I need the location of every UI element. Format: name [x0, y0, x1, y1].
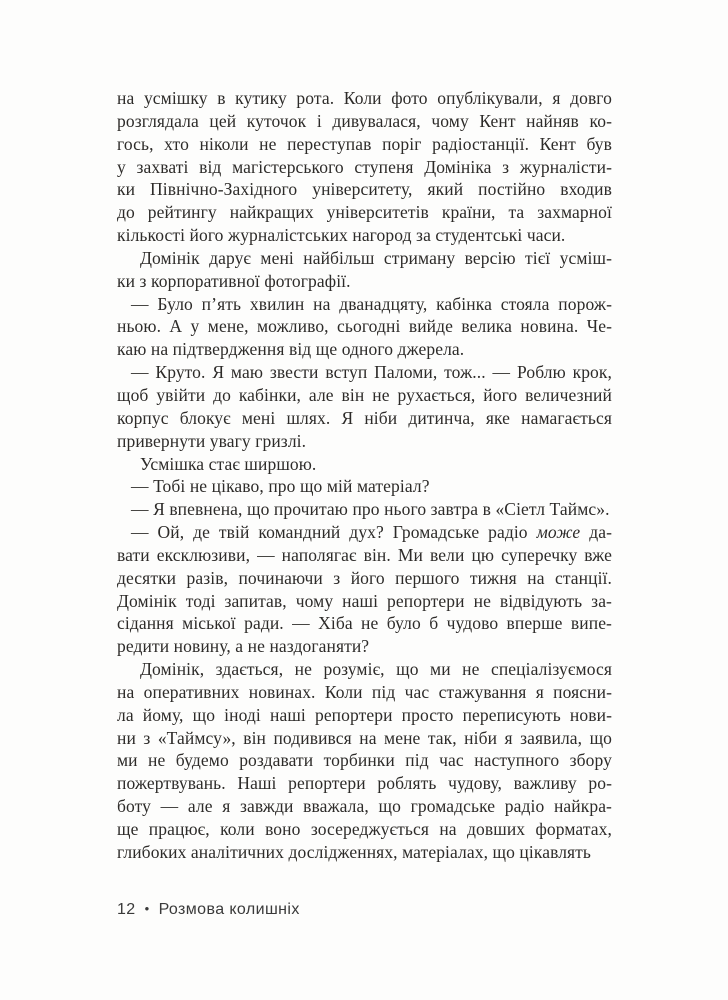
text-line: до рейтингу найкращих університетів країни, та захмарної [117, 202, 612, 223]
text-line: привернути увагу гризлі. [117, 430, 307, 451]
page-number: 12 [117, 901, 136, 918]
text-line: у захваті від магістерського ступеня Домініка з журналісти- [117, 156, 612, 177]
text-line: пожертвувань. Наші репортери роблять чудову, важливу ро- [117, 773, 612, 794]
text-line: ньою. А у мене, можливо, сьогодні вийде велика новина. Че- [117, 316, 612, 337]
footer-bullet: • [144, 901, 150, 916]
page-footer [117, 899, 300, 920]
text-line: ла йому, що іноді наші репортери просто переписують нови- [117, 704, 612, 725]
text-line: ни з «Таймсу», він подивився на мене так, ніби я заявила, що [117, 727, 612, 748]
running-title: Розмова колишніх [158, 901, 300, 918]
text-line: — Круто. Я маю звести вступ Паломи, тож... — Роблю крок, [131, 362, 612, 383]
text-line: глибоких аналітичних дослідженнях, матеріалах, що цікавлять [117, 841, 592, 862]
text-line: ще працює, коли воно зосереджується на довших форматах, [117, 819, 612, 839]
text-line: Домінік тоді запитав, чому наші репортери не відвідують за- [117, 590, 612, 611]
text-line: — Тобі не цікаво, про що мій матеріал? [131, 476, 430, 497]
text-line: редити новину, а не наздоганяти? [117, 636, 370, 657]
text-line: каю на підтвердження від ще одного джерела. [117, 339, 465, 360]
text-line: — Ой, де твій командний дух? Громадське радіо може да- [131, 522, 613, 543]
text-line: сідання міської ради. — Хіба не було б чудово вперше випе- [117, 613, 612, 634]
text-line: вати ексклюзиви, — наполягає він. Ми вели цю суперечку вже [117, 544, 612, 565]
text-line: розглядала цей куточок і дивувалася, чому Кент найняв ко- [117, 110, 612, 131]
text-line: Домінік дарує мені найбільш стриману версію тієї усміш- [140, 247, 612, 268]
text-line: Усмішка стає ширшою. [140, 453, 317, 474]
text-line: ми не будемо роздавати торбинки під час наступного збору [117, 750, 612, 771]
text-line: Домінік, здається, не розуміє, що ми не спеціалізуємося [140, 659, 612, 680]
text-line: корпус блокує мені шлях. Я ніби дитинча, яке намагається [117, 407, 612, 428]
text-line: — Було п’ять хвилин на дванадцяту, кабінка стояла порож- [131, 293, 612, 314]
text-line: гось, хто ніколи не переступав поріг радіостанції. Кент був [117, 133, 612, 154]
text-line: кількості його журналістських нагород за студентські часи. [117, 225, 566, 246]
text-line: на усмішку в кутику рота. Коли фото опублікували, я довго [117, 88, 612, 108]
page-text [117, 87, 612, 864]
text-line: на оперативних новинах. Коли під час стажування я поясни- [117, 681, 612, 702]
text-line: щоб увійти до кабінки, але він не рухається, його величезний [117, 384, 612, 405]
text-line: ки Північно-Західного університету, який постійно входив [117, 179, 612, 200]
text-line: ки з корпоративної фотографії. [117, 270, 351, 291]
text-line: боту — але я завжди вважала, що громадське радіо найкра- [117, 796, 612, 817]
text-line: десятки разів, починаючи з його першого тижня на станції. [117, 567, 612, 588]
text-line: — Я впевнена, що прочитаю про нього завтра в «Сіетл Таймс». [131, 499, 610, 520]
